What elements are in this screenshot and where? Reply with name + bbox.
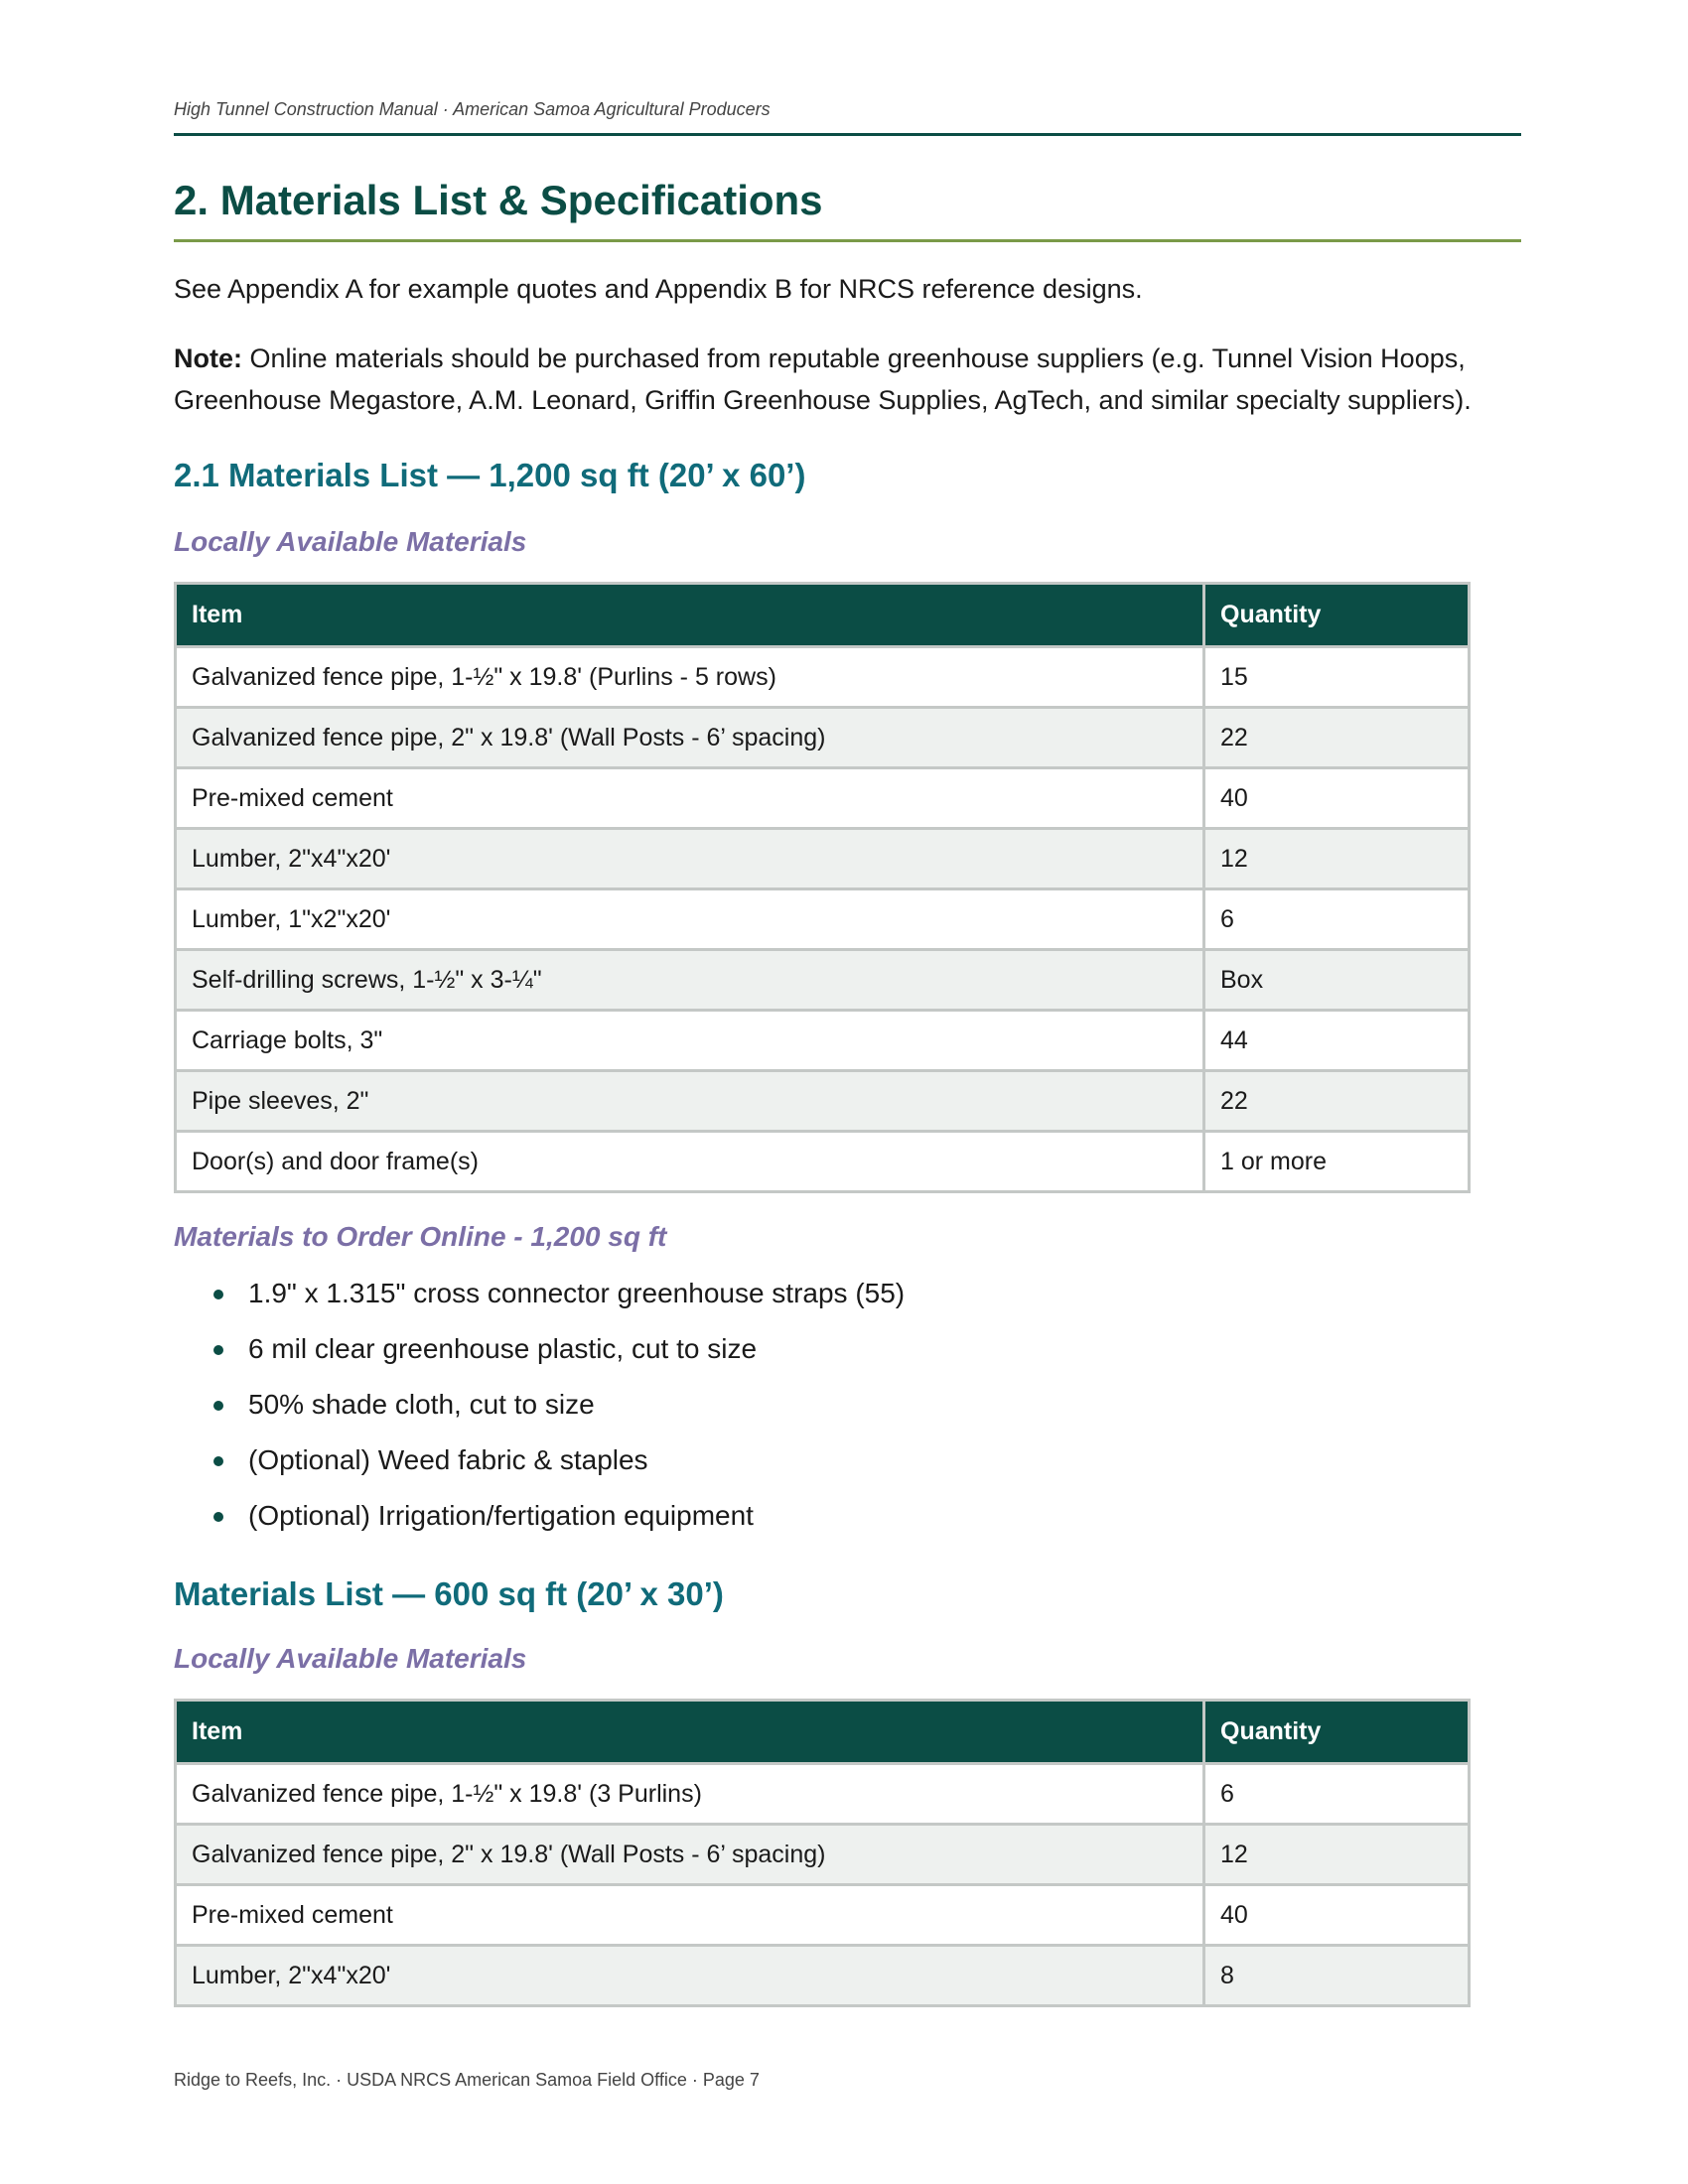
materials-table-600	[174, 1699, 1471, 2007]
table-row	[176, 647, 1470, 708]
table-row	[176, 1011, 1470, 1071]
column-header-quantity: Quantity	[1204, 1701, 1470, 1764]
table-row	[176, 1825, 1470, 1885]
quantity-cell: 22	[1204, 708, 1470, 768]
item-cell: Self-drilling screws, 1-½" x 3-¼"	[176, 950, 1204, 1011]
online-heading-1200: Materials to Order Online - 1,200 sq ft	[174, 1221, 667, 1252]
list-item-text: (Optional) Weed fabric & staples	[248, 1444, 648, 1475]
heading-1200: 2.1 Materials List — 1,200 sq ft (20’ x 60’)	[174, 457, 806, 493]
quantity-cell: Box	[1204, 950, 1470, 1011]
item-cell: Pipe sleeves, 2"	[176, 1071, 1204, 1132]
quantity-cell: 44	[1204, 1011, 1470, 1071]
table-row	[176, 950, 1470, 1011]
materials-table-1200	[174, 582, 1471, 1193]
local-heading-600: Locally Available Materials	[174, 1643, 527, 1674]
item-cell: Lumber, 2"x4"x20'	[176, 1946, 1204, 2006]
table-row	[176, 889, 1470, 950]
table-row	[176, 1946, 1470, 2006]
bullet-icon	[213, 1290, 223, 1299]
table-body	[176, 647, 1470, 1192]
table-row	[176, 768, 1470, 829]
list-item	[174, 1266, 905, 1321]
quantity-cell: 12	[1204, 829, 1470, 889]
column-header-item: Item	[176, 584, 1204, 647]
table-row	[176, 708, 1470, 768]
list-item-text: 50% shade cloth, cut to size	[248, 1389, 595, 1420]
table-row	[176, 1071, 1470, 1132]
running-header: High Tunnel Construction Manual · American Samoa Agricultural Producers	[174, 99, 771, 119]
item-cell: Pre-mixed cement	[176, 768, 1204, 829]
quantity-cell: 22	[1204, 1071, 1470, 1132]
bullet-icon	[213, 1456, 223, 1466]
quantity-cell: 6	[1204, 889, 1470, 950]
quantity-cell: 15	[1204, 647, 1470, 708]
item-cell: Galvanized fence pipe, 2" x 19.8' (Wall Posts - 6’ spacing)	[176, 708, 1204, 768]
list-item-text: 1.9" x 1.315" cross connector greenhouse straps (55)	[248, 1278, 906, 1308]
list-item	[174, 1377, 905, 1433]
item-cell: Galvanized fence pipe, 2" x 19.8' (Wall Posts - 6’ spacing)	[176, 1825, 1204, 1885]
note-text: Online materials should be purchased from reputable greenhouse suppliers (e.g. Tunnel Vision Hoops, Greenhouse Megastore, A.M. Leonard, Griffin Greenhouse Supplies, AgTech, and similar specialty suppliers).	[174, 343, 1472, 415]
online-materials-list	[174, 1266, 905, 1544]
quantity-cell: 8	[1204, 1946, 1470, 2006]
item-cell: Carriage bolts, 3"	[176, 1011, 1204, 1071]
quantity-cell: 12	[1204, 1825, 1470, 1885]
table-body	[176, 1764, 1470, 2006]
note-label: Note:	[174, 343, 242, 373]
page-footer: Ridge to Reefs, Inc. · USDA NRCS American Samoa Field Office · Page 7	[174, 2070, 760, 2090]
table-row	[176, 1132, 1470, 1192]
bullet-icon	[213, 1345, 223, 1355]
item-cell: Pre-mixed cement	[176, 1885, 1204, 1946]
list-item-text: 6 mil clear greenhouse plastic, cut to size	[248, 1333, 758, 1364]
item-cell: Galvanized fence pipe, 1-½" x 19.8' (Purlins - 5 rows)	[176, 647, 1204, 708]
table-row	[176, 829, 1470, 889]
bullet-icon	[213, 1512, 223, 1522]
item-cell: Galvanized fence pipe, 1-½" x 19.8' (3 Purlins)	[176, 1764, 1204, 1825]
list-item	[174, 1488, 905, 1544]
note-paragraph	[174, 338, 1521, 421]
intro-paragraph: See Appendix A for example quotes and Appendix B for NRCS reference designs.	[174, 274, 1143, 304]
quantity-cell: 40	[1204, 768, 1470, 829]
item-cell: Lumber, 1"x2"x20'	[176, 889, 1204, 950]
column-header-quantity: Quantity	[1204, 584, 1470, 647]
title-rule	[174, 239, 1521, 242]
quantity-cell: 1 or more	[1204, 1132, 1470, 1192]
column-header-item: Item	[176, 1701, 1204, 1764]
header-rule	[174, 133, 1521, 136]
quantity-cell: 40	[1204, 1885, 1470, 1946]
table-header-row	[176, 1701, 1470, 1764]
table-row	[176, 1764, 1470, 1825]
item-cell: Door(s) and door frame(s)	[176, 1132, 1204, 1192]
list-item-text: (Optional) Irrigation/fertigation equipment	[248, 1500, 754, 1531]
item-cell: Lumber, 2"x4"x20'	[176, 829, 1204, 889]
quantity-cell: 6	[1204, 1764, 1470, 1825]
bullet-icon	[213, 1401, 223, 1411]
list-item	[174, 1321, 905, 1377]
heading-600: Materials List — 600 sq ft (20’ x 30’)	[174, 1575, 724, 1612]
list-item	[174, 1433, 905, 1488]
local-heading-1200: Locally Available Materials	[174, 526, 527, 557]
table-row	[176, 1885, 1470, 1946]
table-header-row	[176, 584, 1470, 647]
section-title: 2. Materials List & Specifications	[174, 177, 823, 223]
